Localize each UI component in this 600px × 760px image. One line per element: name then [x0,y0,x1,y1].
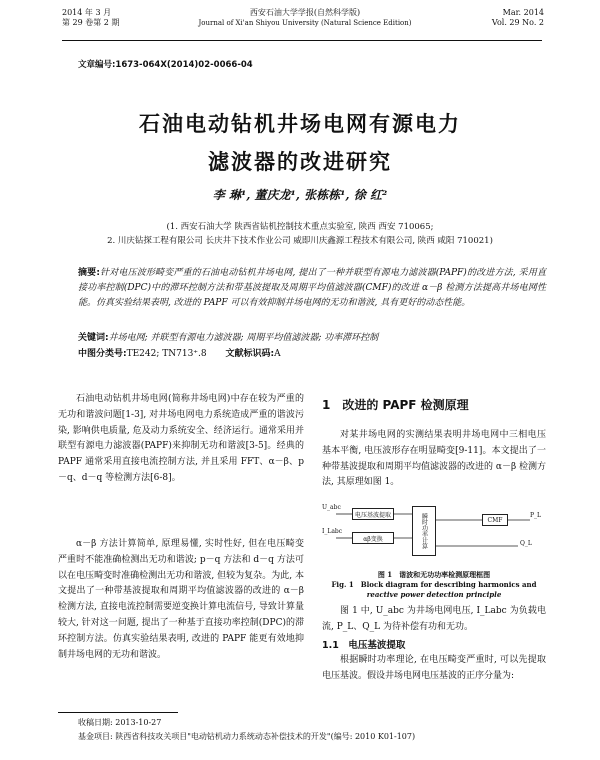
header-center [160,8,450,28]
abstract-label: 摘要: [78,268,100,278]
section-1-paragraph-3: 根据瞬时功率理论, 在电压畸变严重时, 可以先提取电压基波。假设井场电网电压基波的正序分量为: [322,655,546,681]
figure-1-caption-en-2: reactive power detection principle [366,590,502,599]
authors: 李 琳¹, 董庆龙¹, 张栋栋¹, 徐 红² [212,188,388,202]
fig-box-cmf: CMF [482,514,508,526]
abstract-text: 针对电压波形畸变严重的石油电动钻机井场电网, 提出了一种并联型有源电力滤波器(PAPF)的改进方法, 采用直接功率控制(DPC)中的滞环控制方法和带基波提取及周期平均值滤波器(CMF)的改进 α－β 检测方法提高井场电网性能。仿真实验结果表明, 改进的 PAPF 可以有效抑制井场电网的无功和谐波, 具有更好的动态性能。 [78,268,546,308]
figure-1-caption [322,570,546,600]
header-volume-en: Vol. 29 No. 2 [491,18,544,27]
figure-1 [322,500,546,568]
intro-paragraph-1: 石油电动钻机井场电网(简称井场电网)中存在较为严重的无功和谐波问题[1-3], 对井场电网电力系统造成严重的谐波污染, 影响供电质量, 危及动力系统安全、经济运行。通常采用并联型有源电力滤波器(PAPF)来抑制无功和谐波[3-5]。经典的 PAPF 通常采用直接电流控制方法, 并且采用 FFT、α－β、p－q、d－q 等检测方法[6-8]。 [58,394,304,483]
journal-name-en: Journal of Xi'an Shiyou University (Natural Science Edition) [198,19,412,27]
classification-label: 中图分类号: [78,349,127,359]
header-left [62,8,119,28]
figure-1-caption-cn: 图 1 谐波和无功功率检测原理框图 [377,570,491,579]
title-line-1: 石油电动钻机井场电网有源电力 [139,112,461,136]
footnote-fund: 基金项目: 陕西省科技攻关项目"电动钻机动力系统动态补偿技术的开发"(编号: 2010 K01-107) [78,732,416,741]
fig-label-u: U_abc [322,504,341,511]
abstract [78,266,546,311]
affiliation-2: 2. 川庆钻探工程有限公司 长庆井下技术作业公司 威即川庆鑫源工程技术有限公司, 陕西 咸阳 710021) [107,236,493,246]
header-right [478,8,544,28]
title-line-2: 滤波器的改进研究 [208,150,392,174]
figure-1-caption-en-1: Fig. 1 Block diagram for describing harmonics and [331,580,537,589]
classification-code: TE242; TN713⁺.8 [126,349,207,359]
journal-name-cn: 西安石油大学学报(自然科学版) [249,8,361,17]
fig-box-power: 瞬时功率计算 [412,506,436,556]
section-1-heading: 1 改进的 PAPF 检测原理 [322,398,469,412]
fig-label-i: I_Labc [322,528,343,535]
keywords [78,331,546,346]
header-date: 2014 年 3 月 [62,8,112,17]
section-1-paragraph-2: 图 1 中, U_abc 为井场电网电压, I_Labc 为负载电流, P_L、Q_L 为待补偿有功和无功。 [322,606,546,632]
fig-label-p: P_L [530,512,542,519]
affiliations [40,220,560,248]
keywords-text: 井场电网; 并联型有源电力滤波器; 周期平均值滤波器; 功率滞环控制 [108,333,379,343]
fig-box-transform: αβ变换 [352,532,394,544]
keywords-label: 关键词: [78,333,109,343]
fig-box-fundamental: 电压基波提取 [352,508,394,520]
header-date-en: Mar. 2014 [502,8,544,17]
footnote-received: 收稿日期: 2013-10-27 [78,718,162,727]
footnotes [78,716,548,744]
intro-paragraph-2: α－β 方法计算简单, 原理易懂, 实时性好, 但在电压畸变严重时不能准确检测出无功和谐波; p－q 方法和 d－q 方法可以在电压畸变时准确检测出无功和谐波, 但较为复杂。为此, 本文提出了一种带基波提取和周期平均值滤波器的改进的 α－β 检测方法, 直接电流控制需要逆变换计算电流信号, 导致计算量较大, 针对这一问题, 提出了一种基于直接功率控制(DPC)的滞环控制方法。仿真实验结果表明, 改进的 PAPF 能更有效地抑制井场电网的无功和谐波。 [58,539,304,660]
article-id: 文章编号:1673-064X(2014)02-0066-04 [78,60,253,70]
doc-code-label: 文献标识码: [225,349,275,359]
section-1-paragraph-1: 对某井场电网的实测结果表明井场电网中三相电压基本平衡, 电压波形存在明显畸变[9-11]。本文提出了一种带基波提取和周期平均值滤波器的改进的 α－β 检测方法, 其原理如图 1。 [322,430,547,488]
fig-label-q: Q_L [520,540,532,547]
doc-code: A [274,349,281,359]
header-volume: 第 29 卷第 2 期 [62,18,120,27]
classification [78,347,546,362]
footnote-rule [58,712,178,713]
affiliation-1: (1. 西安石油大学 陕西省钻机控制技术重点实验室, 陕西 西安 710065; [166,222,434,232]
header-rule [62,40,542,41]
subsection-1-1-heading: 1.1 电压基波提取 [322,640,406,651]
